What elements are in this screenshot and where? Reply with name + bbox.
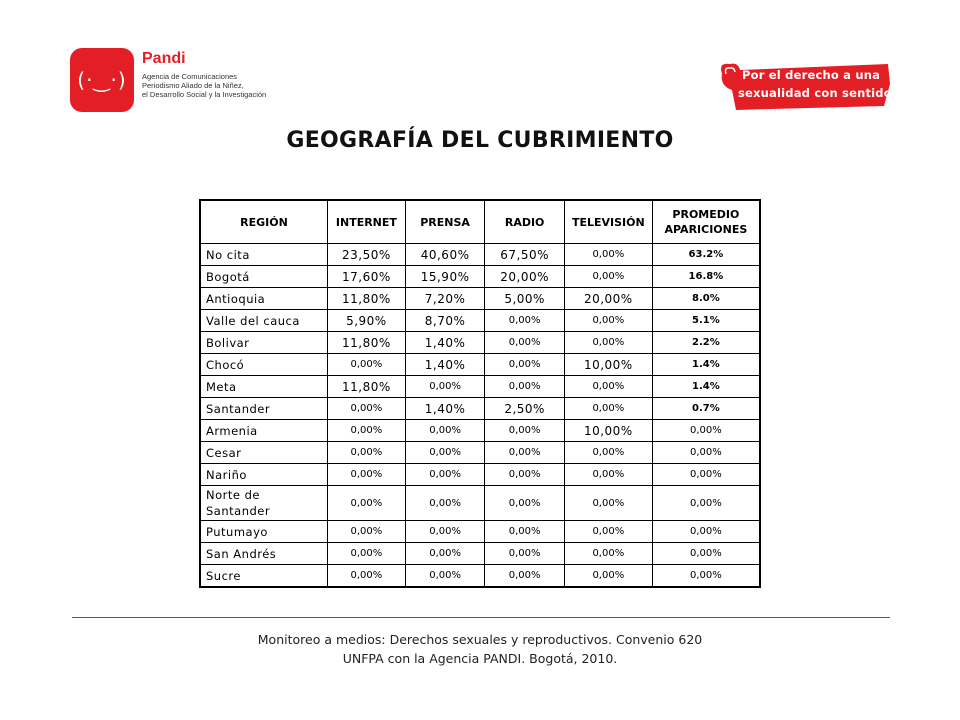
cell-prensa: 40,60%	[405, 244, 485, 266]
cell-radio: 0,00%	[485, 354, 565, 376]
cell-promedio: 1.4%	[652, 376, 760, 398]
footer-caption	[0, 630, 960, 668]
cell-region: Armenia	[200, 420, 327, 442]
cell-internet: 0,00%	[327, 521, 405, 543]
cell-radio: 0,00%	[485, 420, 565, 442]
cell-promedio: 0,00%	[652, 442, 760, 464]
cell-promedio: 1.4%	[652, 354, 760, 376]
cell-radio: 0,00%	[485, 565, 565, 588]
cell-internet: 11,80%	[327, 332, 405, 354]
cell-region: Santander	[200, 398, 327, 420]
cell-television: 0,00%	[564, 565, 652, 588]
cell-prensa: 1,40%	[405, 354, 485, 376]
campaign-logo	[716, 60, 892, 112]
cell-prensa: 0,00%	[405, 521, 485, 543]
cell-television: 0,00%	[564, 398, 652, 420]
footer-line1: Monitoreo a medios: Derechos sexuales y reproductivos. Convenio 620	[257, 632, 703, 647]
cell-internet: 0,00%	[327, 543, 405, 565]
cell-television: 0,00%	[564, 376, 652, 398]
cell-region: Chocó	[200, 354, 327, 376]
cell-television: 10,00%	[564, 420, 652, 442]
cell-television: 0,00%	[564, 442, 652, 464]
cell-promedio: 8.0%	[652, 288, 760, 310]
cell-region: No cita	[200, 244, 327, 266]
table-row	[200, 521, 760, 543]
table-row	[200, 332, 760, 354]
cell-radio: 67,50%	[485, 244, 565, 266]
cell-promedio: 16.8%	[652, 266, 760, 288]
cell-region: Antioquia	[200, 288, 327, 310]
pandi-logo-mark: (·‿·)	[70, 48, 134, 112]
header-internet: INTERNET	[327, 200, 405, 244]
table-row	[200, 354, 760, 376]
header-television: TELEVISIÓN	[564, 200, 652, 244]
cell-promedio: 0,00%	[652, 486, 760, 521]
pandi-subtitle-line: el Desarrollo Social y la Investigación	[142, 90, 267, 99]
cell-promedio: 0.7%	[652, 398, 760, 420]
cell-internet: 0,00%	[327, 464, 405, 486]
campaign-logo-line1: Por el derecho a una	[742, 68, 881, 82]
cell-region: San Andrés	[200, 543, 327, 565]
campaign-logo-line2: sexualidad con sentido	[738, 86, 892, 100]
pandi-logo	[70, 48, 300, 118]
pandi-subtitle-line: Agencia de Comunicaciones	[142, 72, 238, 81]
cell-television: 0,00%	[564, 310, 652, 332]
cell-radio: 0,00%	[485, 543, 565, 565]
table-row	[200, 420, 760, 442]
footer-divider	[72, 617, 890, 618]
cell-prensa: 7,20%	[405, 288, 485, 310]
cell-television: 0,00%	[564, 332, 652, 354]
cell-radio: 0,00%	[485, 521, 565, 543]
table-row	[200, 464, 760, 486]
cell-region: Norte de Santander	[200, 486, 327, 521]
table-row	[200, 398, 760, 420]
cell-internet: 17,60%	[327, 266, 405, 288]
pandi-logo-subtitle	[142, 72, 266, 99]
cell-region: Bogotá	[200, 266, 327, 288]
coverage-table	[199, 199, 761, 588]
header-prensa: PRENSA	[405, 200, 485, 244]
cell-promedio: 2.2%	[652, 332, 760, 354]
table-header-row	[200, 200, 760, 244]
cell-television: 0,00%	[564, 543, 652, 565]
header-region: REGIÓN	[200, 200, 327, 244]
cell-promedio: 63.2%	[652, 244, 760, 266]
cell-television: 0,00%	[564, 486, 652, 521]
cell-television: 0,00%	[564, 521, 652, 543]
cell-internet: 0,00%	[327, 398, 405, 420]
pandi-subtitle-line: Periodismo Aliado de la Niñez,	[142, 81, 244, 90]
cell-prensa: 0,00%	[405, 464, 485, 486]
cell-internet: 0,00%	[327, 442, 405, 464]
cell-television: 0,00%	[564, 464, 652, 486]
pandi-logo-name: Pandi	[142, 50, 186, 67]
table-row	[200, 266, 760, 288]
cell-prensa: 8,70%	[405, 310, 485, 332]
cell-internet: 23,50%	[327, 244, 405, 266]
cell-internet: 0,00%	[327, 420, 405, 442]
header-promedio: PROMEDIO APARICIONES	[652, 200, 760, 244]
table-body	[200, 244, 760, 588]
cell-promedio: 0,00%	[652, 521, 760, 543]
coverage-table-wrapper	[199, 199, 761, 588]
footer-line2: UNFPA con la Agencia PANDI. Bogotá, 2010.	[342, 651, 618, 666]
table-row	[200, 442, 760, 464]
table-row	[200, 565, 760, 588]
cell-radio: 0,00%	[485, 310, 565, 332]
cell-internet: 0,00%	[327, 486, 405, 521]
cell-promedio: 0,00%	[652, 464, 760, 486]
cell-prensa: 0,00%	[405, 376, 485, 398]
header-radio: RADIO	[485, 200, 565, 244]
cell-region: Putumayo	[200, 521, 327, 543]
cell-prensa: 0,00%	[405, 486, 485, 521]
cell-radio: 0,00%	[485, 486, 565, 521]
cell-internet: 0,00%	[327, 354, 405, 376]
cell-region: Valle del cauca	[200, 310, 327, 332]
cell-radio: 0,00%	[485, 464, 565, 486]
cell-prensa: 0,00%	[405, 565, 485, 588]
cell-promedio: 0,00%	[652, 565, 760, 588]
page-title: GEOGRAFÍA DEL CUBRIMIENTO	[286, 128, 674, 153]
cell-television: 0,00%	[564, 266, 652, 288]
cell-radio: 5,00%	[485, 288, 565, 310]
cell-radio: 2,50%	[485, 398, 565, 420]
cell-prensa: 0,00%	[405, 543, 485, 565]
cell-prensa: 0,00%	[405, 420, 485, 442]
cell-television: 0,00%	[564, 244, 652, 266]
table-row	[200, 310, 760, 332]
cell-promedio: 0,00%	[652, 420, 760, 442]
cell-internet: 5,90%	[327, 310, 405, 332]
cell-television: 10,00%	[564, 354, 652, 376]
cell-internet: 0,00%	[327, 565, 405, 588]
cell-region: Nariño	[200, 464, 327, 486]
cell-region: Cesar	[200, 442, 327, 464]
cell-prensa: 1,40%	[405, 332, 485, 354]
cell-region: Bolivar	[200, 332, 327, 354]
cell-radio: 0,00%	[485, 332, 565, 354]
cell-radio: 0,00%	[485, 376, 565, 398]
cell-prensa: 1,40%	[405, 398, 485, 420]
table-row	[200, 288, 760, 310]
table-row	[200, 244, 760, 266]
cell-television: 20,00%	[564, 288, 652, 310]
cell-region: Sucre	[200, 565, 327, 588]
cell-radio: 20,00%	[485, 266, 565, 288]
cell-region: Meta	[200, 376, 327, 398]
cell-prensa: 0,00%	[405, 442, 485, 464]
cell-internet: 11,80%	[327, 288, 405, 310]
cell-radio: 0,00%	[485, 442, 565, 464]
cell-internet: 11,80%	[327, 376, 405, 398]
cell-promedio: 0,00%	[652, 543, 760, 565]
table-row	[200, 486, 760, 521]
table-row	[200, 376, 760, 398]
cell-prensa: 15,90%	[405, 266, 485, 288]
cell-promedio: 5.1%	[652, 310, 760, 332]
table-row	[200, 543, 760, 565]
